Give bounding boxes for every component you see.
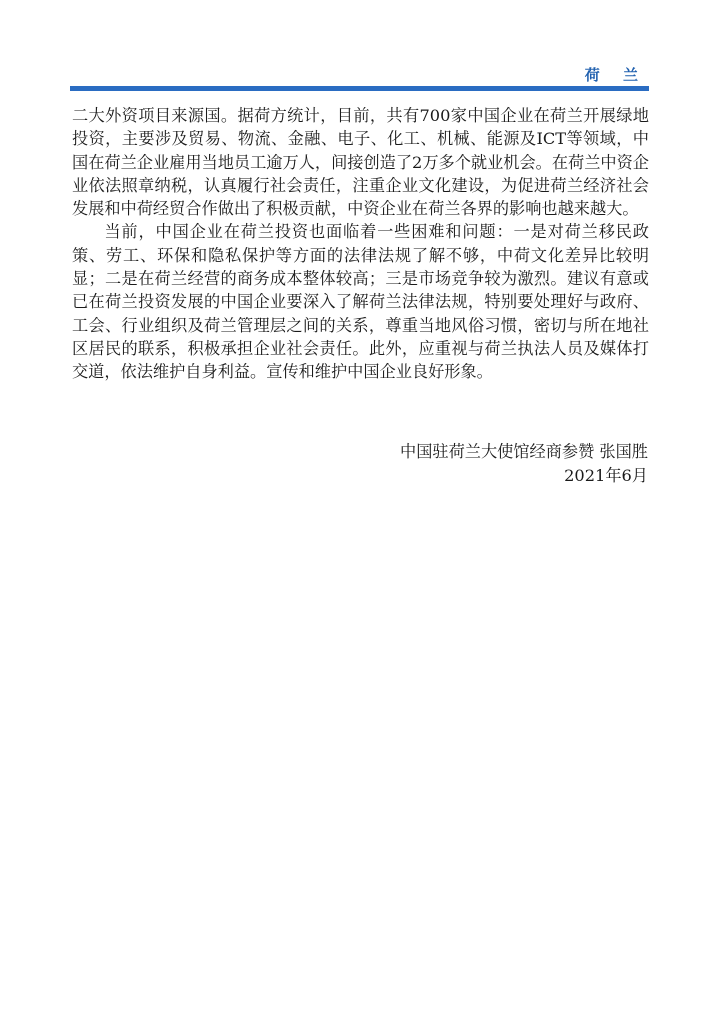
signature-block <box>400 440 648 488</box>
signature-date: 2021年6月 <box>564 466 648 485</box>
signature-author: 中国驻荷兰大使馆经商参赞 张国胜 <box>400 442 648 461</box>
paragraph-continued: 二大外资项目来源国。据荷方统计，目前，共有700家中国企业在荷兰开展绿地投资，主要涉及贸易、物流、金融、电子、化工、机械、能源及ICT等领域，中国在荷兰企业雇用当地员工逾万人，间接创造了2万多个就业机会。在荷兰中资企业依法照章纳税，认真履行社会责任，注重企业文化建设，为促进荷兰经济社会发展和中荷经贸合作做出了积极贡献，中资企业在荷兰各界的影响也越来越大。 <box>72 106 649 219</box>
running-header <box>70 62 649 88</box>
paragraph-challenges: 当前，中国企业在荷兰投资也面临着一些困难和问题：一是对荷兰移民政策、劳工、环保和隐私保护等方面的法律法规了解不够，中荷文化差异比较明显；二是在荷兰经营的商务成本整体较高；三是市场竞争较为激烈。建议有意或已在荷兰投资发展的中国企业要深入了解荷兰法律法规，特别要处理好与政府、工会、行业组织及荷兰管理层之间的关系，尊重当地风俗习惯，密切与所在地社区居民的联系，积极承担企业社会责任。此外，应重视与荷兰执法人员及媒体打交道，依法维护自身利益。宣传和维护中国企业良好形象。 <box>72 222 649 382</box>
header-rule <box>70 86 649 91</box>
body-text <box>72 104 649 384</box>
header-title: 荷 兰 <box>584 66 647 84</box>
